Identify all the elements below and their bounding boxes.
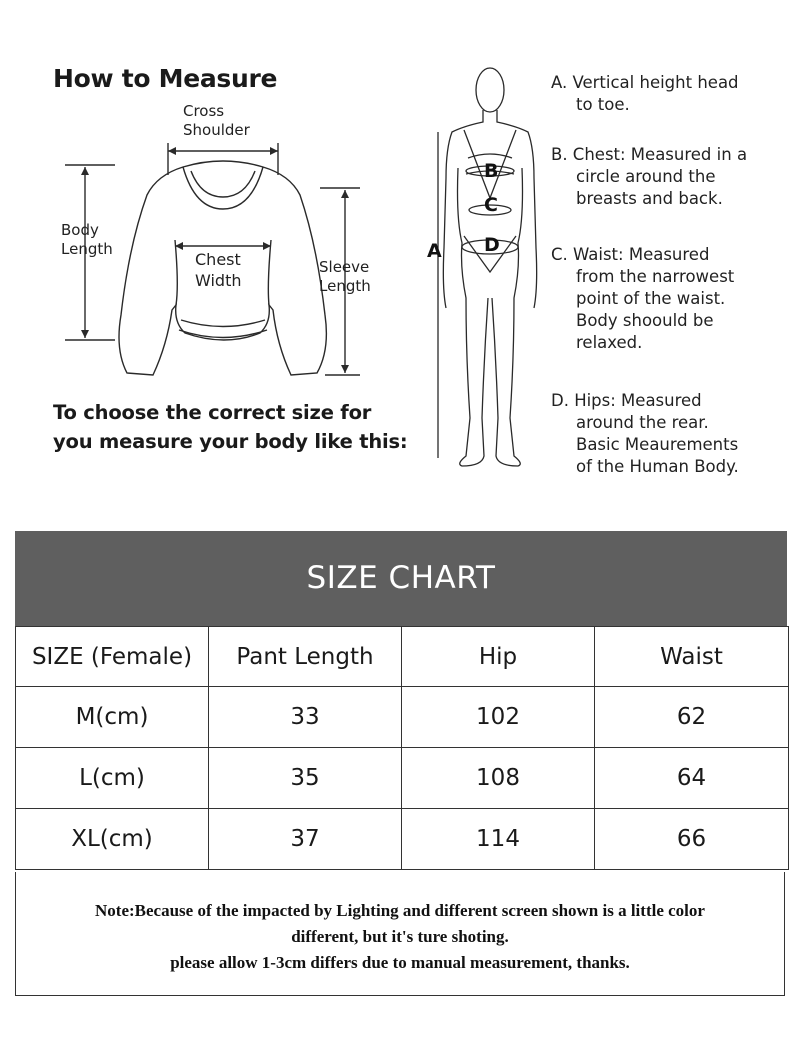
body-length-label: Body Length xyxy=(61,221,113,258)
definition-b: B. Chest: Measured in a circle around the breasts and back. xyxy=(551,145,748,208)
sleeve-length-label: Sleeve Length xyxy=(319,258,371,295)
definition-a: A. Vertical height head to toe. xyxy=(551,73,739,114)
cross-shoulder-label: Cross Shoulder xyxy=(183,102,250,139)
definition-d: D. Hips: Measured around the rear. Basic Meaurements of the Human Body. xyxy=(551,391,739,476)
figure-letter-b: B xyxy=(484,160,499,182)
cell-waist: 66 xyxy=(595,809,789,870)
table-header-row xyxy=(16,627,789,687)
cell-size: L(cm) xyxy=(16,748,209,809)
figure-letter-a: A xyxy=(427,240,442,262)
header-hip: Hip xyxy=(402,627,595,687)
cell-size: XL(cm) xyxy=(16,809,209,870)
cell-pant-length: 33 xyxy=(209,687,402,748)
note-line-1: Note:Because of the impacted by Lighting and different screen shown is a little color xyxy=(95,901,705,920)
figure-letter-c: C xyxy=(484,194,498,216)
size-chart-table xyxy=(15,626,789,870)
cell-size: M(cm) xyxy=(16,687,209,748)
how-to-measure-panel xyxy=(0,0,800,520)
cell-hip: 108 xyxy=(402,748,595,809)
table-row xyxy=(16,809,789,870)
measure-instruction: To choose the correct size for you measure your body like this: xyxy=(53,401,408,453)
measure-title: How to Measure xyxy=(53,64,278,93)
note-box xyxy=(15,872,785,996)
cell-pant-length: 35 xyxy=(209,748,402,809)
note-line-3: please allow 1-3cm differs due to manual measurement, thanks. xyxy=(170,953,630,972)
definition-c: C. Waist: Measured from the narrowest point of the waist. Body shoould be relaxed. xyxy=(551,245,735,352)
cell-waist: 64 xyxy=(595,748,789,809)
cell-hip: 102 xyxy=(402,687,595,748)
body-figure-diagram xyxy=(420,58,550,473)
figure-letter-d: D xyxy=(484,234,500,256)
cell-pant-length: 37 xyxy=(209,809,402,870)
table-row xyxy=(16,687,789,748)
header-pant-length: Pant Length xyxy=(209,627,402,687)
note-line-2: different, but it's ture shoting. xyxy=(291,927,509,946)
table-row xyxy=(16,748,789,809)
size-chart-title: SIZE CHART xyxy=(15,531,787,626)
chest-width-label: Chest Width xyxy=(195,250,242,290)
header-waist: Waist xyxy=(595,627,789,687)
header-size: SIZE (Female) xyxy=(16,627,209,687)
cell-waist: 62 xyxy=(595,687,789,748)
cell-hip: 114 xyxy=(402,809,595,870)
